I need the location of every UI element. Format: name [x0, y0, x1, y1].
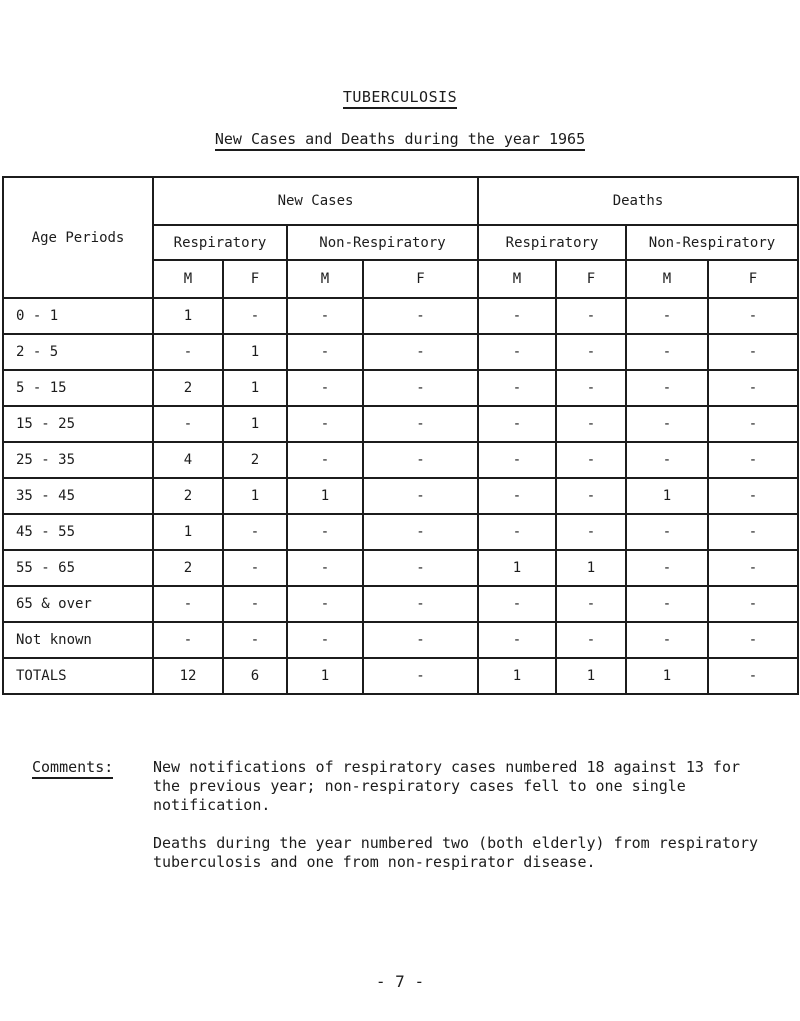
count-cell: -: [478, 334, 556, 370]
new-cases-header: New Cases: [153, 177, 478, 225]
table-row: [3, 658, 798, 694]
count-cell: 1: [287, 658, 363, 694]
comment-paragraph-1: New notifications of respiratory cases numbered 18 against 13 for the previous year; non-respiratory cases fell to one single notification.: [153, 758, 740, 814]
comments-body: [153, 758, 773, 891]
count-cell: -: [223, 622, 287, 658]
count-cell: -: [708, 298, 798, 334]
count-cell: 4: [153, 442, 223, 478]
sex-header-m: M: [626, 260, 708, 298]
count-cell: -: [363, 658, 478, 694]
deaths-non-respiratory-header: Non-Respiratory: [626, 225, 798, 260]
count-cell: -: [556, 478, 626, 514]
table-row: [3, 298, 798, 334]
count-cell: -: [478, 514, 556, 550]
count-cell: -: [556, 370, 626, 406]
table-row: [3, 370, 798, 406]
new-non-respiratory-header: Non-Respiratory: [287, 225, 478, 260]
count-cell: 2: [153, 550, 223, 586]
document-title: TUBERCULOSIS: [0, 88, 800, 106]
count-cell: -: [287, 622, 363, 658]
age-period-cell: TOTALS: [3, 658, 153, 694]
count-cell: -: [478, 586, 556, 622]
count-cell: -: [708, 406, 798, 442]
comment-paragraph-2: Deaths during the year numbered two (both elderly) from respiratory tuberculosis and one from non-respirator disease.: [153, 834, 759, 871]
count-cell: -: [626, 586, 708, 622]
count-cell: -: [363, 586, 478, 622]
count-cell: -: [363, 622, 478, 658]
count-cell: 1: [223, 478, 287, 514]
count-cell: -: [223, 298, 287, 334]
count-cell: 6: [223, 658, 287, 694]
age-period-cell: 25 - 35: [3, 442, 153, 478]
count-cell: -: [153, 334, 223, 370]
count-cell: 2: [153, 478, 223, 514]
count-cell: -: [708, 622, 798, 658]
count-cell: -: [153, 406, 223, 442]
count-cell: 1: [556, 658, 626, 694]
count-cell: -: [478, 298, 556, 334]
count-cell: -: [626, 622, 708, 658]
count-cell: -: [626, 298, 708, 334]
count-cell: -: [626, 406, 708, 442]
table-row: [3, 442, 798, 478]
count-cell: -: [363, 442, 478, 478]
table-row: [3, 586, 798, 622]
count-cell: -: [287, 550, 363, 586]
count-cell: -: [287, 442, 363, 478]
count-cell: -: [556, 586, 626, 622]
count-cell: -: [556, 334, 626, 370]
count-cell: -: [626, 334, 708, 370]
age-period-cell: 65 & over: [3, 586, 153, 622]
comments-label: Comments:: [32, 758, 113, 779]
age-period-cell: 2 - 5: [3, 334, 153, 370]
sex-header-f: F: [556, 260, 626, 298]
age-period-cell: 45 - 55: [3, 514, 153, 550]
count-cell: -: [223, 586, 287, 622]
table-row: [3, 334, 798, 370]
count-cell: -: [708, 658, 798, 694]
count-cell: -: [556, 442, 626, 478]
count-cell: -: [287, 586, 363, 622]
tuberculosis-table: [2, 176, 799, 695]
table-row: [3, 478, 798, 514]
count-cell: -: [556, 622, 626, 658]
table-row: [3, 406, 798, 442]
count-cell: 1: [153, 514, 223, 550]
count-cell: 1: [287, 478, 363, 514]
count-cell: -: [363, 406, 478, 442]
count-cell: 1: [223, 334, 287, 370]
document-subtitle: New Cases and Deaths during the year 1965: [0, 130, 800, 148]
age-period-cell: Not known: [3, 622, 153, 658]
count-cell: -: [153, 586, 223, 622]
count-cell: -: [708, 442, 798, 478]
count-cell: 1: [626, 478, 708, 514]
count-cell: -: [626, 550, 708, 586]
age-period-cell: 0 - 1: [3, 298, 153, 334]
count-cell: -: [708, 550, 798, 586]
deaths-header: Deaths: [478, 177, 798, 225]
count-cell: -: [556, 298, 626, 334]
count-cell: -: [626, 442, 708, 478]
count-cell: -: [287, 514, 363, 550]
count-cell: -: [478, 406, 556, 442]
sex-header-f: F: [223, 260, 287, 298]
count-cell: 2: [223, 442, 287, 478]
count-cell: -: [287, 334, 363, 370]
sex-header-f: F: [708, 260, 798, 298]
age-periods-header: Age Periods: [3, 177, 153, 298]
table-row: [3, 622, 798, 658]
count-cell: -: [363, 514, 478, 550]
page-number: - 7 -: [375, 972, 425, 991]
count-cell: 1: [626, 658, 708, 694]
count-cell: -: [223, 550, 287, 586]
count-cell: -: [363, 298, 478, 334]
table-row: [3, 550, 798, 586]
age-period-cell: 15 - 25: [3, 406, 153, 442]
count-cell: -: [556, 514, 626, 550]
count-cell: -: [363, 370, 478, 406]
count-cell: 1: [478, 550, 556, 586]
count-cell: -: [363, 334, 478, 370]
count-cell: 12: [153, 658, 223, 694]
count-cell: -: [556, 406, 626, 442]
count-cell: -: [363, 550, 478, 586]
count-cell: -: [153, 622, 223, 658]
count-cell: 2: [153, 370, 223, 406]
count-cell: -: [478, 370, 556, 406]
count-cell: -: [626, 370, 708, 406]
deaths-respiratory-header: Respiratory: [478, 225, 626, 260]
sex-header-f: F: [363, 260, 478, 298]
sex-header-m: M: [153, 260, 223, 298]
count-cell: -: [287, 370, 363, 406]
count-cell: -: [708, 514, 798, 550]
count-cell: 1: [556, 550, 626, 586]
count-cell: -: [708, 586, 798, 622]
count-cell: 1: [478, 658, 556, 694]
new-respiratory-header: Respiratory: [153, 225, 287, 260]
count-cell: -: [287, 298, 363, 334]
count-cell: -: [478, 478, 556, 514]
count-cell: -: [708, 334, 798, 370]
sex-header-m: M: [287, 260, 363, 298]
count-cell: -: [708, 370, 798, 406]
count-cell: -: [223, 514, 287, 550]
age-period-cell: 35 - 45: [3, 478, 153, 514]
count-cell: -: [478, 622, 556, 658]
count-cell: -: [478, 442, 556, 478]
count-cell: 1: [153, 298, 223, 334]
age-period-cell: 55 - 65: [3, 550, 153, 586]
count-cell: -: [626, 514, 708, 550]
count-cell: -: [708, 478, 798, 514]
sex-header-m: M: [478, 260, 556, 298]
age-period-cell: 5 - 15: [3, 370, 153, 406]
count-cell: -: [287, 406, 363, 442]
count-cell: 1: [223, 406, 287, 442]
count-cell: -: [363, 478, 478, 514]
count-cell: 1: [223, 370, 287, 406]
table-row: [3, 514, 798, 550]
